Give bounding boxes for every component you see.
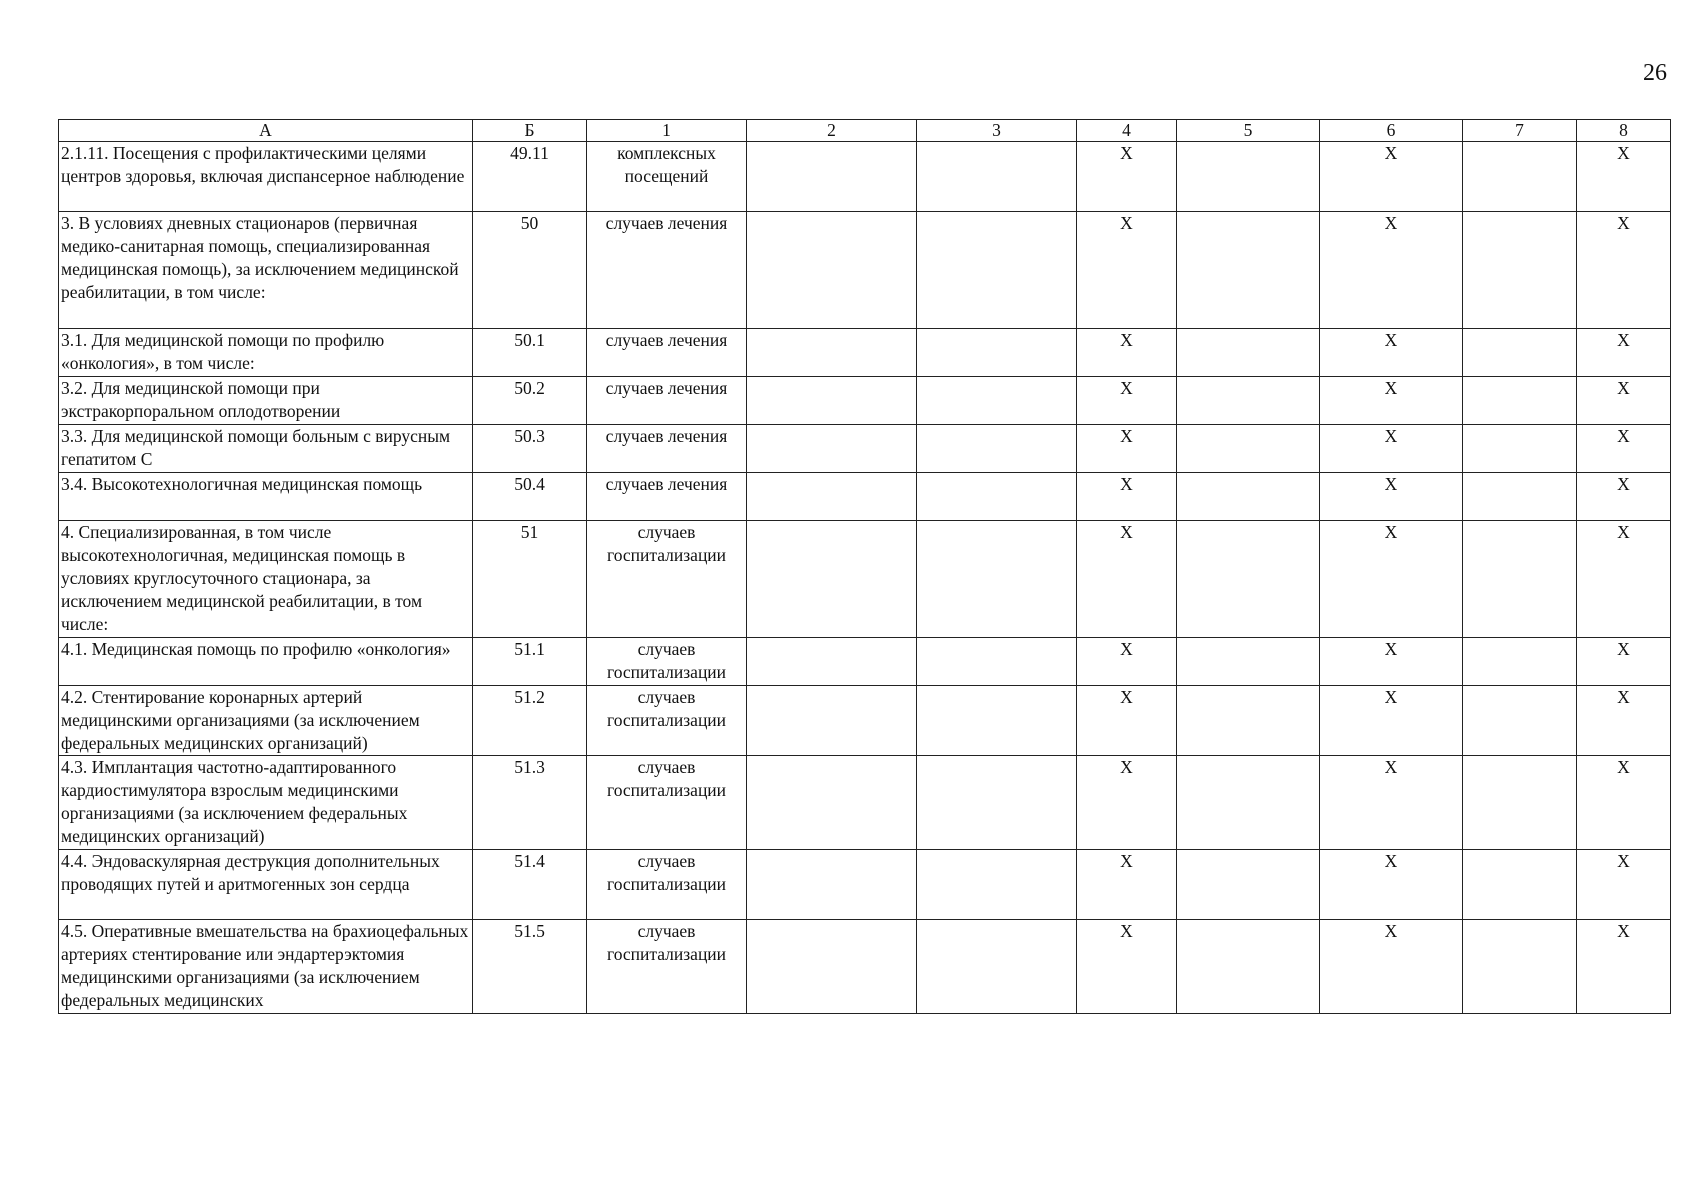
row-unit: случаев госпитализации (587, 686, 747, 756)
cell-col-8-mark: Х (1577, 638, 1671, 686)
row-unit: случаев лечения (587, 473, 747, 521)
cell-col-4-mark: Х (1077, 329, 1177, 377)
cell-col-4-mark: Х (1077, 212, 1177, 329)
cell-col-8-mark: Х (1577, 329, 1671, 377)
cell-col-5 (1177, 686, 1320, 756)
cell-col-6-mark: Х (1320, 850, 1463, 920)
cell-col-2 (747, 756, 917, 850)
table-row (59, 142, 1671, 212)
cell-col-5 (1177, 638, 1320, 686)
column-header-5: 5 (1177, 120, 1320, 142)
column-header-8: 8 (1577, 120, 1671, 142)
cell-col-2 (747, 377, 917, 425)
cell-col-7 (1463, 142, 1577, 212)
row-description: 4.3. Имплантация частотно-адаптированного кардиостимулятора взрослым медицинскими организациями (за исключением федеральных медицинских организаций) (59, 756, 473, 850)
row-code: 49.11 (473, 142, 587, 212)
cell-col-8-mark: Х (1577, 142, 1671, 212)
row-unit: случаев госпитализации (587, 850, 747, 920)
cell-col-8-mark: Х (1577, 377, 1671, 425)
row-description: 2.1.11. Посещения с профилактическими целями центров здоровья, включая диспансерное наблюдение (59, 142, 473, 212)
cell-col-4-mark: Х (1077, 756, 1177, 850)
row-description: 4.5. Оперативные вмешательства на брахиоцефальных артериях стентирование или эндартерэктомия медицинскими организациями (за исключением федеральных медицинских (59, 920, 473, 1014)
cell-col-8-mark: Х (1577, 212, 1671, 329)
row-unit: случаев госпитализации (587, 756, 747, 850)
row-unit: случаев госпитализации (587, 920, 747, 1014)
cell-col-7 (1463, 521, 1577, 638)
row-unit: комплексных посещений (587, 142, 747, 212)
table-row (59, 212, 1671, 329)
row-unit: случаев лечения (587, 329, 747, 377)
table-row (59, 638, 1671, 686)
cell-col-6-mark: Х (1320, 638, 1463, 686)
cell-col-2 (747, 425, 917, 473)
cell-col-2 (747, 473, 917, 521)
row-description: 3.2. Для медицинской помощи при экстракорпоральном оплодотворении (59, 377, 473, 425)
row-code: 51.5 (473, 920, 587, 1014)
cell-col-3 (917, 850, 1077, 920)
cell-col-4-mark: Х (1077, 920, 1177, 1014)
cell-col-6-mark: Х (1320, 212, 1463, 329)
cell-col-6-mark: Х (1320, 756, 1463, 850)
table-row (59, 756, 1671, 850)
row-code: 50.1 (473, 329, 587, 377)
header-row (59, 120, 1671, 142)
table-row (59, 377, 1671, 425)
cell-col-5 (1177, 425, 1320, 473)
cell-col-3 (917, 425, 1077, 473)
row-code: 50.2 (473, 377, 587, 425)
table-row (59, 920, 1671, 1014)
cell-col-3 (917, 142, 1077, 212)
row-code: 51 (473, 521, 587, 638)
table-row (59, 521, 1671, 638)
cell-col-8-mark: Х (1577, 521, 1671, 638)
column-header-4: 4 (1077, 120, 1177, 142)
row-code: 50.3 (473, 425, 587, 473)
table-row (59, 850, 1671, 920)
column-header-6: 6 (1320, 120, 1463, 142)
cell-col-2 (747, 212, 917, 329)
cell-col-7 (1463, 329, 1577, 377)
cell-col-5 (1177, 142, 1320, 212)
row-description: 4. Специализированная, в том числе высокотехнологичная, медицинская помощь в условиях круглосуточного стационара, за исключением медицинской реабилитации, в том числе: (59, 521, 473, 638)
cell-col-6-mark: Х (1320, 521, 1463, 638)
cell-col-7 (1463, 686, 1577, 756)
row-description: 3.4. Высокотехнологичная медицинская помощь (59, 473, 473, 521)
cell-col-3 (917, 686, 1077, 756)
row-description: 3.3. Для медицинской помощи больным с вирусным гепатитом С (59, 425, 473, 473)
cell-col-3 (917, 212, 1077, 329)
row-unit: случаев лечения (587, 425, 747, 473)
table-row (59, 329, 1671, 377)
table-row (59, 473, 1671, 521)
cell-col-5 (1177, 850, 1320, 920)
cell-col-4-mark: Х (1077, 638, 1177, 686)
row-code: 50 (473, 212, 587, 329)
cell-col-3 (917, 329, 1077, 377)
cell-col-4-mark: Х (1077, 425, 1177, 473)
column-header-b: Б (473, 120, 587, 142)
cell-col-5 (1177, 473, 1320, 521)
cell-col-4-mark: Х (1077, 686, 1177, 756)
row-code: 50.4 (473, 473, 587, 521)
cell-col-7 (1463, 425, 1577, 473)
cell-col-8-mark: Х (1577, 756, 1671, 850)
row-code: 51.2 (473, 686, 587, 756)
row-description: 4.1. Медицинская помощь по профилю «онкология» (59, 638, 473, 686)
cell-col-7 (1463, 473, 1577, 521)
cell-col-6-mark: Х (1320, 920, 1463, 1014)
cell-col-7 (1463, 756, 1577, 850)
row-description: 3. В условиях дневных стационаров (первичная медико-санитарная помощь, специализированная медицинская помощь), за исключением медицинской реабилитации, в том числе: (59, 212, 473, 329)
row-description: 4.2. Стентирование коронарных артерий медицинскими организациями (за исключением федеральных медицинских организаций) (59, 686, 473, 756)
table-row (59, 686, 1671, 756)
row-code: 51.3 (473, 756, 587, 850)
row-unit: случаев лечения (587, 377, 747, 425)
cell-col-6-mark: Х (1320, 377, 1463, 425)
row-description: 3.1. Для медицинской помощи по профилю «онкология», в том числе: (59, 329, 473, 377)
cell-col-7 (1463, 212, 1577, 329)
row-unit: случаев госпитализации (587, 638, 747, 686)
cell-col-2 (747, 686, 917, 756)
row-code: 51.1 (473, 638, 587, 686)
cell-col-2 (747, 521, 917, 638)
cell-col-7 (1463, 638, 1577, 686)
cell-col-4-mark: Х (1077, 142, 1177, 212)
cell-col-7 (1463, 850, 1577, 920)
cell-col-4-mark: Х (1077, 521, 1177, 638)
cell-col-8-mark: Х (1577, 920, 1671, 1014)
cell-col-2 (747, 920, 917, 1014)
column-header-7: 7 (1463, 120, 1577, 142)
cell-col-6-mark: Х (1320, 425, 1463, 473)
cell-col-5 (1177, 756, 1320, 850)
cell-col-7 (1463, 920, 1577, 1014)
cell-col-2 (747, 638, 917, 686)
cell-col-8-mark: Х (1577, 425, 1671, 473)
cell-col-5 (1177, 521, 1320, 638)
page-number: 26 (1643, 60, 1667, 86)
row-description: 4.4. Эндоваскулярная деструкция дополнительных проводящих путей и аритмогенных зон сердца (59, 850, 473, 920)
cell-col-2 (747, 329, 917, 377)
cell-col-3 (917, 638, 1077, 686)
cell-col-2 (747, 142, 917, 212)
cell-col-5 (1177, 329, 1320, 377)
cell-col-3 (917, 473, 1077, 521)
cell-col-7 (1463, 377, 1577, 425)
column-header-a: А (59, 120, 473, 142)
table-row (59, 425, 1671, 473)
row-unit: случаев госпитализации (587, 521, 747, 638)
cell-col-8-mark: Х (1577, 686, 1671, 756)
cell-col-3 (917, 756, 1077, 850)
cell-col-5 (1177, 377, 1320, 425)
cell-col-6-mark: Х (1320, 329, 1463, 377)
cell-col-3 (917, 920, 1077, 1014)
cell-col-8-mark: Х (1577, 850, 1671, 920)
cell-col-2 (747, 850, 917, 920)
column-header-2: 2 (747, 120, 917, 142)
cell-col-4-mark: Х (1077, 377, 1177, 425)
row-unit: случаев лечения (587, 212, 747, 329)
cell-col-8-mark: Х (1577, 473, 1671, 521)
column-header-1: 1 (587, 120, 747, 142)
cell-col-3 (917, 377, 1077, 425)
cell-col-5 (1177, 920, 1320, 1014)
cell-col-4-mark: Х (1077, 850, 1177, 920)
cell-col-3 (917, 521, 1077, 638)
row-code: 51.4 (473, 850, 587, 920)
column-header-3: 3 (917, 120, 1077, 142)
data-table (58, 119, 1671, 1014)
cell-col-6-mark: Х (1320, 142, 1463, 212)
cell-col-6-mark: Х (1320, 686, 1463, 756)
cell-col-6-mark: Х (1320, 473, 1463, 521)
cell-col-4-mark: Х (1077, 473, 1177, 521)
cell-col-5 (1177, 212, 1320, 329)
